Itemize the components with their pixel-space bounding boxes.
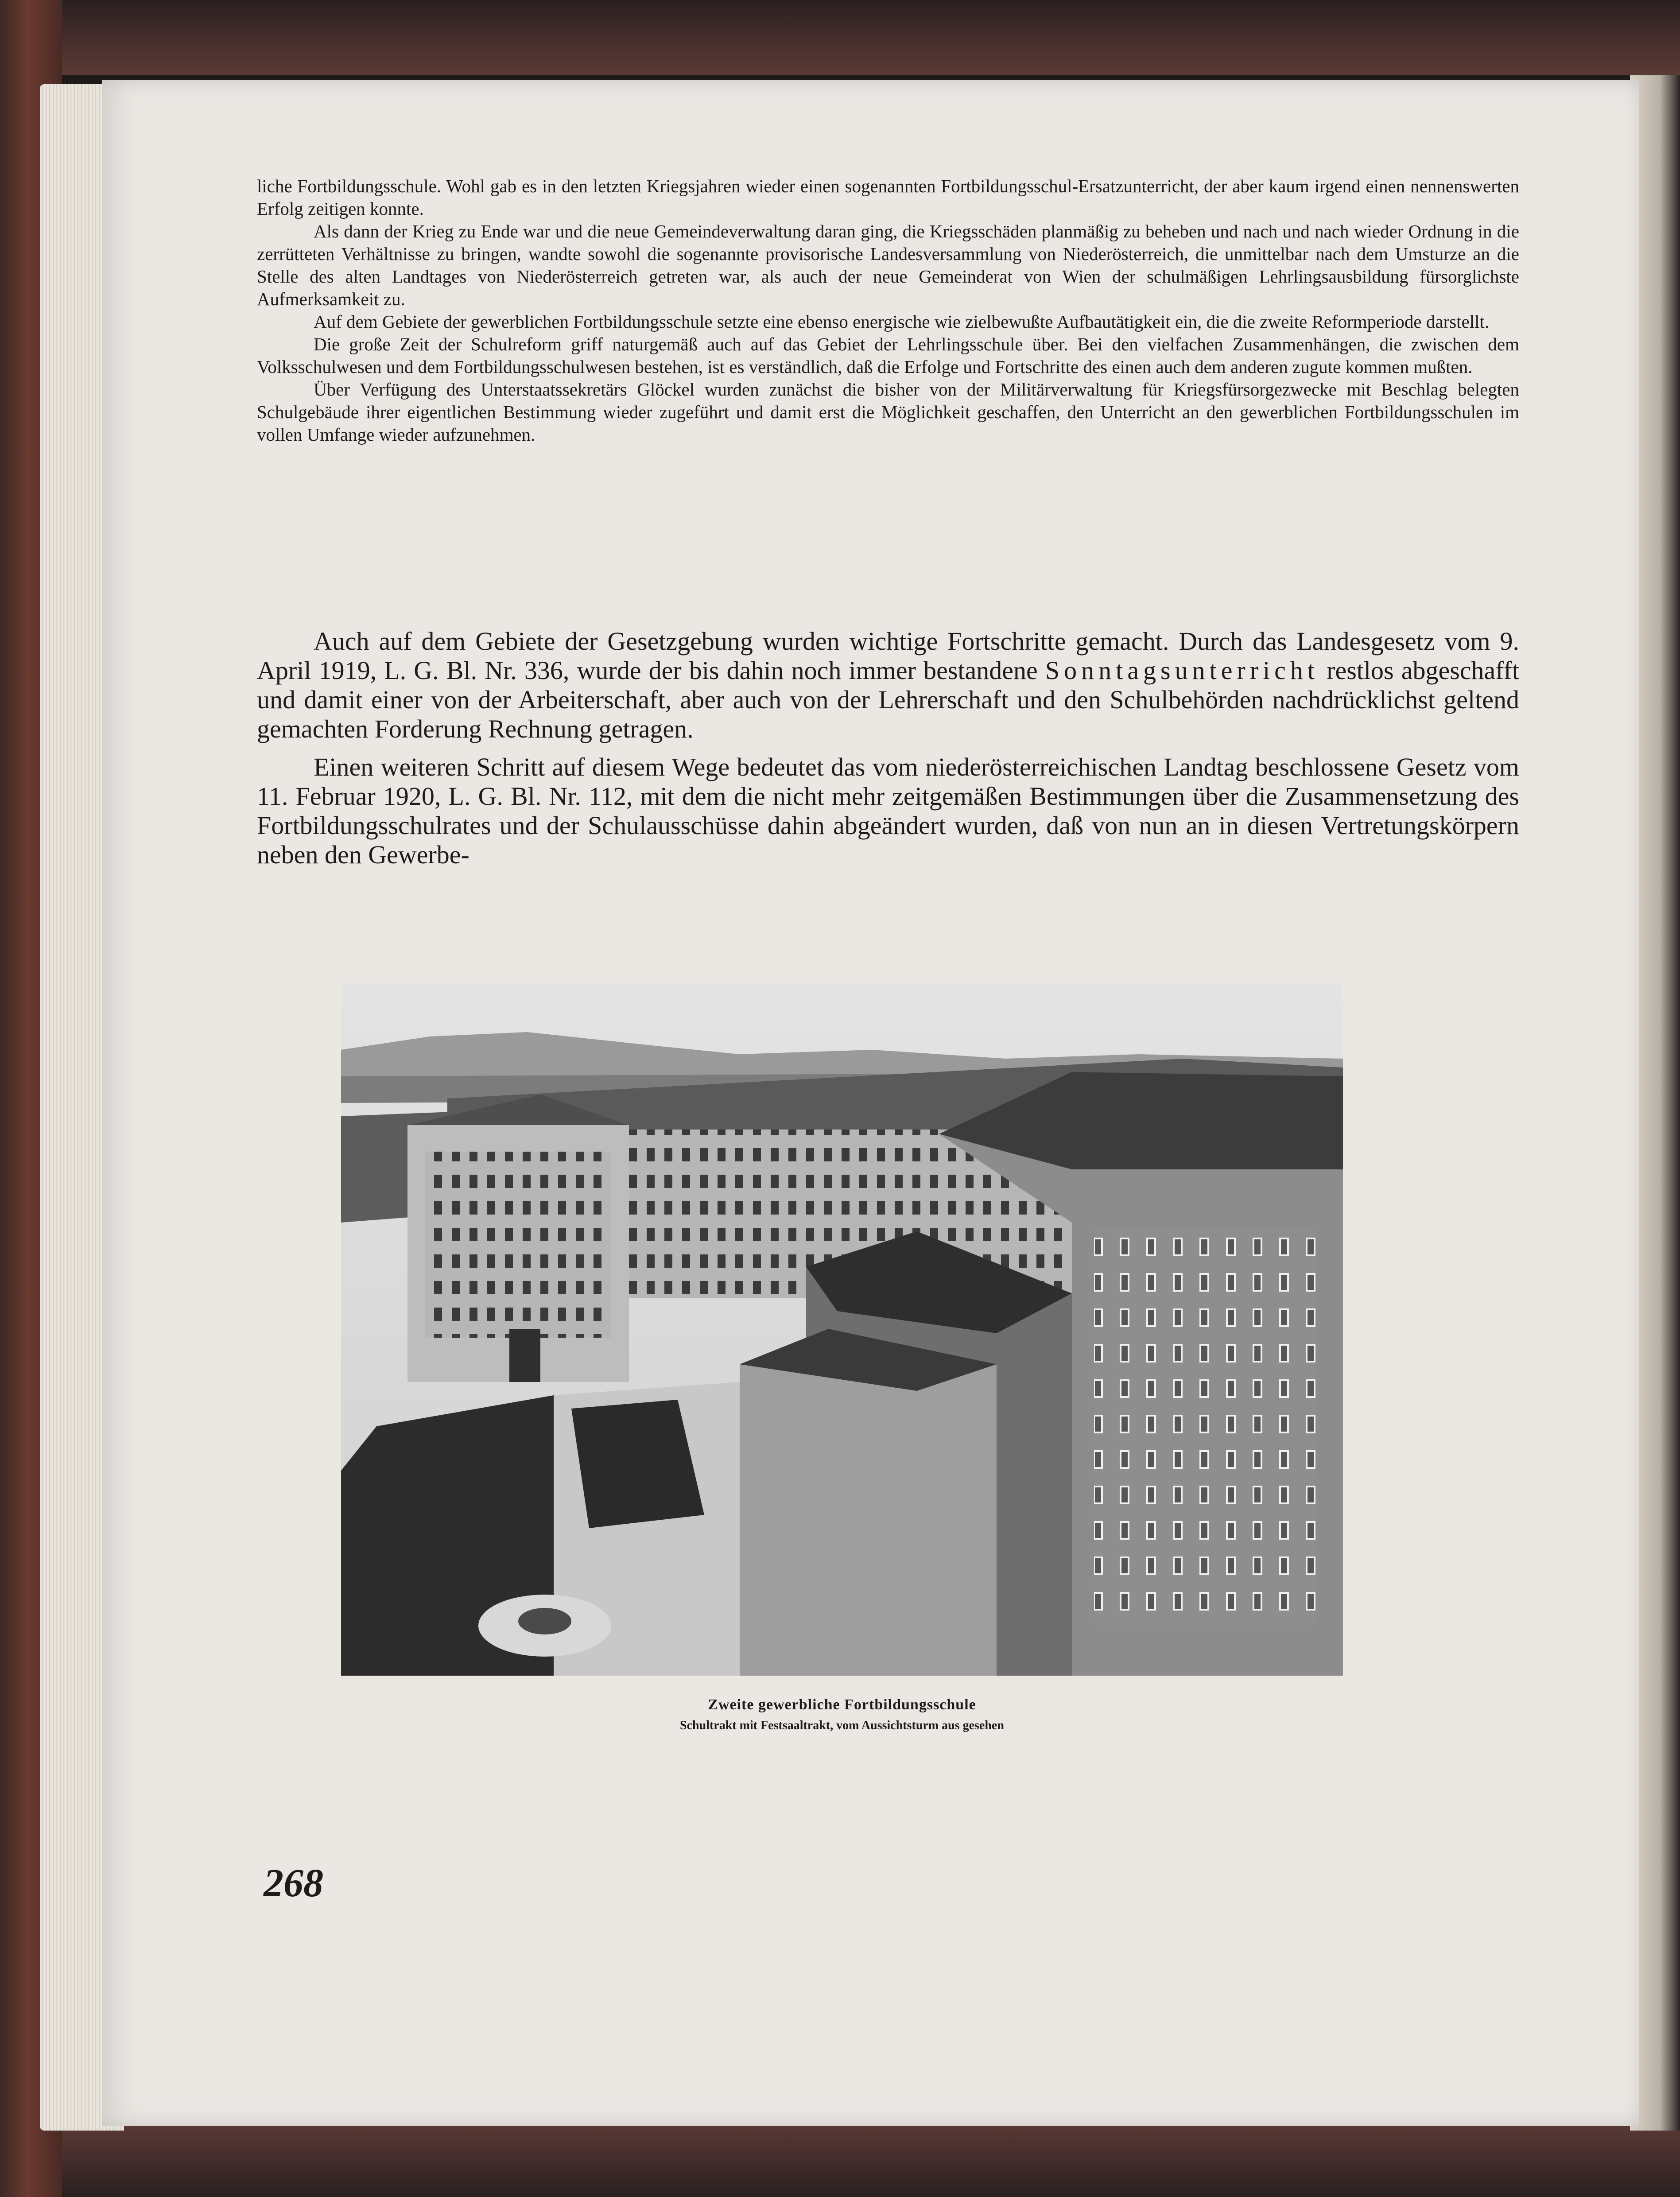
body-text-large	[257, 627, 1519, 878]
paragraph-5: Über Verfügung des Unterstaatssekretärs Glöckel wurden zunächst die bisher von der Militärverwaltung für Kriegsfürsorgezwecke mit Beschlag belegten Schulgebäude ihrer eigentlichen Bestimmung wieder zugeführt und damit erst die Möglichkeit geschaffen, den Unterricht an den gewerblichen Fortbildungsschulen im vollen Umfange wieder aufzunehmen.	[257, 379, 1519, 445]
school-building-photo	[341, 983, 1343, 1676]
paragraph-4: Die große Zeit der Schulreform griff naturgemäß auch auf das Gebiet der Lehrlingsschule über. Bei den vielfachen Zusammenhängen, die zwischen dem Volksschulwesen und dem Fortbildungsschulwesen bestehen, ist es verständlich, daß die Erfolge und Fortschritte des einen auch dem anderen zugute kommen mußten.	[257, 334, 1519, 377]
body-text-small	[257, 175, 1519, 446]
book-cover-top	[0, 0, 1680, 75]
paragraph-1: liche Fortbildungsschule. Wohl gab es in den letzten Kriegsjahren wieder einen sogenannten Fortbildungsschul-Ersatzunterricht, der aber kaum irgend einen nennenswerten Erfolg zeitigen konnte.	[257, 176, 1519, 219]
book-cover-bottom	[0, 2122, 1680, 2197]
paragraph-2: Als dann der Krieg zu Ende war und die neue Gemeindeverwaltung daran ging, die Kriegsschäden planmäßig zu beheben und nach und nach wieder Ordnung in die zerrütteten Verhältnisse zu bringen, wandte sowohl die sogenannte provisorische Landesversammlung von Niederösterreich, die unmittelbar nach dem Umsturze an die Stelle des alten Landtages von Niederösterreich getreten war, als auch der neue Gemeinderat von Wien der schulmäßigen Lehrlingsausbildung fürsorglichste Aufmerksamkeit zu.	[257, 221, 1519, 309]
photo-caption-title: Zweite gewerbliche Fortbildungsschule	[708, 1696, 976, 1713]
page-number: 268	[264, 1861, 323, 1905]
spaced-term: Sonntagsunterricht	[1045, 656, 1319, 685]
photo-caption-subtitle: Schultrakt mit Festsaaltrakt, vom Aussichtsturm aus gesehen	[680, 1719, 1004, 1732]
paragraph-3: Auf dem Gebiete der gewerblichen Fortbildungsschule setzte eine ebenso energische wie zielbewußte Aufbautätigkeit ein, die die zweite Reformperiode darstellt.	[314, 311, 1490, 332]
paragraph-6-start: Auch auf dem Gebiete der Gesetzgebung wurden wichtige Fortschritte gemacht. Durch das Landesgesetz vom 9. April 1919, L. G. Bl. Nr. 336, wurde der bis dahin noch immer bestandene	[257, 627, 1519, 685]
paragraph-6	[257, 627, 1519, 744]
paragraph-6-end: restlos abgeschafft und damit einer von der Arbeiterschaft, aber auch von der Lehrerschaft und den Schulbehörden nachdrücklichst geltend gemachten Forderung Rechnung getragen.	[257, 656, 1519, 743]
paragraph-7: Einen weiteren Schritt auf diesem Wege bedeutet das vom niederösterreichischen Landtag beschlossene Gesetz vom 11. Februar 1920, L. G. Bl. Nr. 112, mit dem die nicht mehr zeitgemäßen Bestimmungen über die Zusammensetzung des Fortbildungsschulrates und der Schulausschüsse dahin abgeändert wurden, daß von nun an in diesen Vertretungskörpern neben den Gewerbe-	[257, 753, 1519, 869]
